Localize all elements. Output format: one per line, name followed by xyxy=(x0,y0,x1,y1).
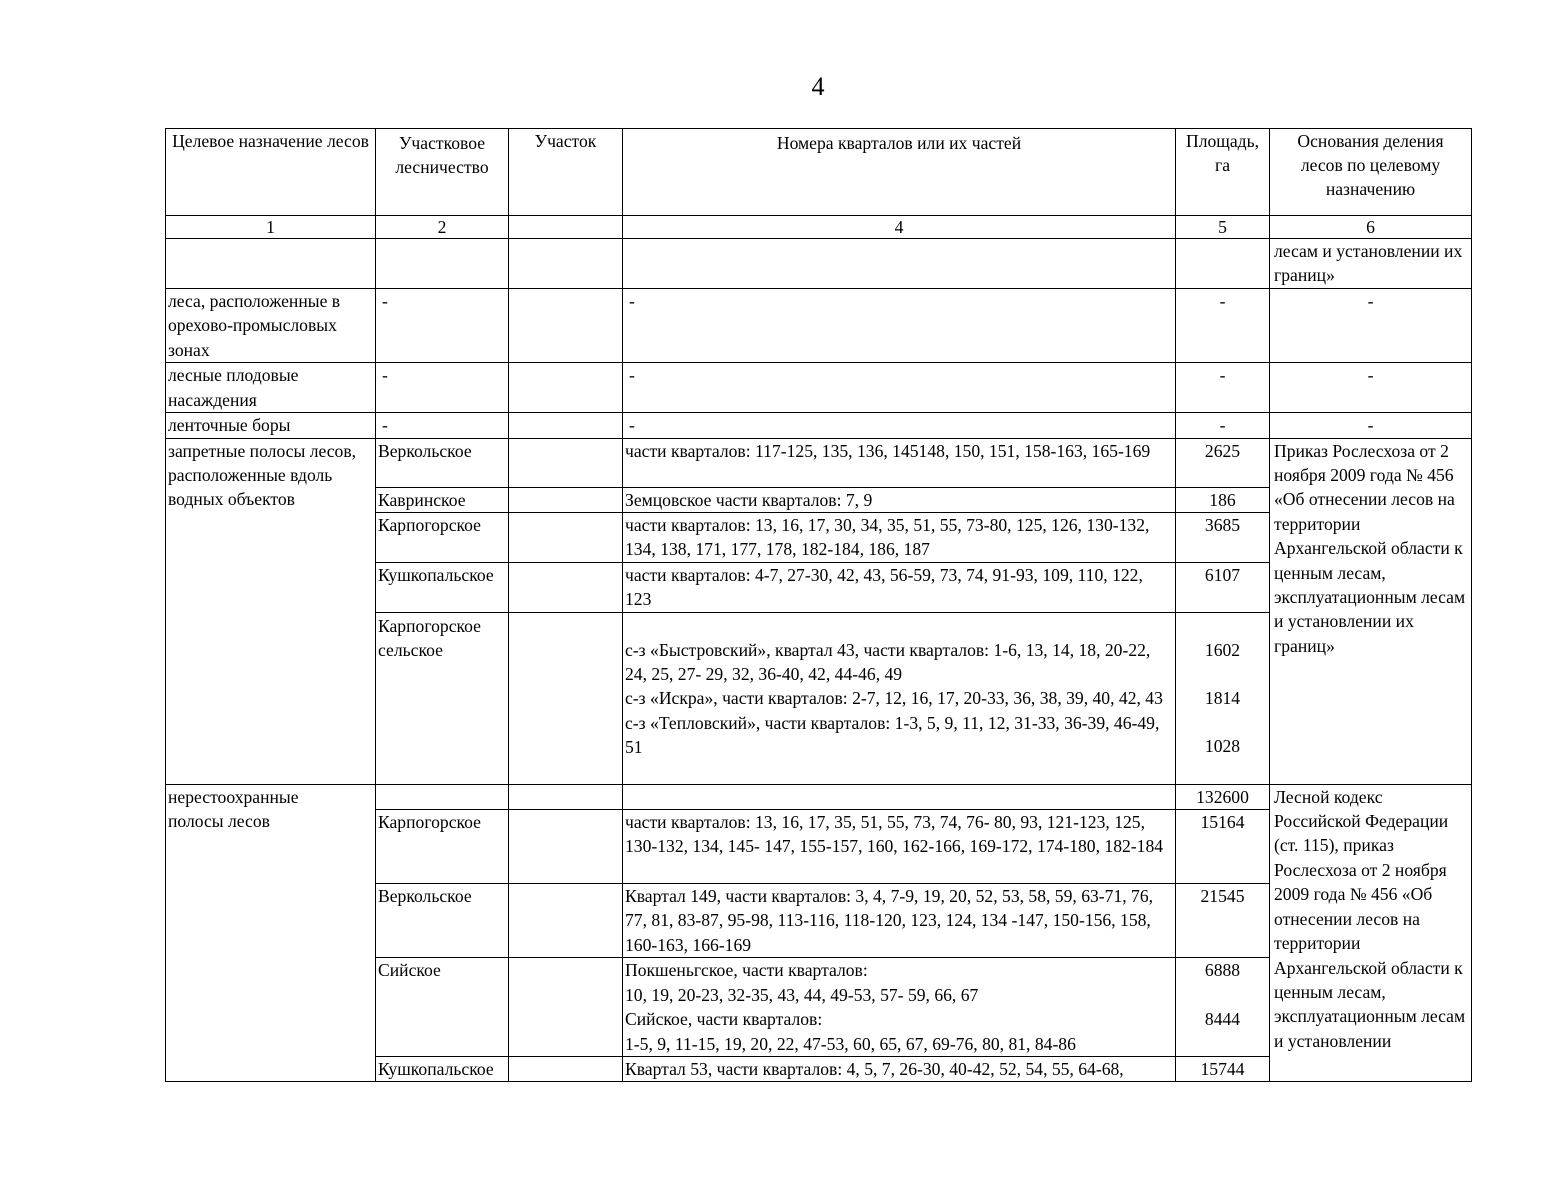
quarters-cell: Квартал 53, части кварталов: 4, 5, 7, 26-30, 40-42, 52, 54, 55, 64-68, xyxy=(623,1056,1176,1081)
header-plot: Участок xyxy=(509,129,623,216)
basis-cell: - xyxy=(1270,363,1472,413)
forestry-cell: Кушкопальское xyxy=(376,1056,509,1081)
area-cell xyxy=(1176,612,1270,784)
header-forestry: Участковое лесничество xyxy=(376,129,509,216)
col-number-3 xyxy=(509,216,623,239)
col-number-2: 2 xyxy=(376,216,509,239)
col-number-1: 1 xyxy=(166,216,376,239)
basis-cell: Лесной кодекс Российской Федерации (ст. 115), приказ Рослесхоза от 2 ноября 2009 года № 456 «Об отнесении лесов на территории Архангельской области к ценным лесам, эксплуатационным лесам и установлении xyxy=(1270,784,1472,1082)
col-number-6: 6 xyxy=(1270,216,1472,239)
forestry-cell: - xyxy=(376,363,509,413)
table-row-nut-zones xyxy=(166,289,1472,363)
forestry-cell: - xyxy=(376,413,509,438)
area-cell: - xyxy=(1176,413,1270,438)
quarters-cell: части кварталов: 4-7, 27-30, 42, 43, 56-59, 73, 74, 91-93, 109, 110, 122, 123 xyxy=(623,562,1176,612)
quarters-cell: - xyxy=(623,363,1176,413)
purpose-cell: запретные полосы лесов, расположенные вдоль водных объектов xyxy=(166,438,376,784)
forestry-cell: Карпогорское сельское xyxy=(376,612,509,784)
quarters-cell: части кварталов: 117-125, 135, 136, 145148, 150, 151, 158-163, 165-169 xyxy=(623,438,1176,487)
page-number: 4 xyxy=(811,72,825,101)
forestry-cell: Веркольское xyxy=(376,438,509,487)
basis-cell: Приказ Рослесхоза от 2 ноября 2009 года № 456 «Об отнесении лесов на территории Архангельской области к ценным лесам, эксплуатационным лесам и установлении их границ» xyxy=(1270,438,1472,784)
forestry-cell: Сийское xyxy=(376,958,509,1057)
area-cell: 186 xyxy=(1176,487,1270,512)
quarters-line: Сийское, части кварталов: xyxy=(625,1009,823,1030)
table-header-row xyxy=(166,129,1472,216)
column-number-row xyxy=(166,216,1472,239)
quarters-cell: части кварталов: 13, 16, 17, 35, 51, 55, 73, 74, 76- 80, 93, 121-123, 125, 130-132, 134, 145- 147, 155-157, 160, 162-166, 169-172, 174-180, 182-184 xyxy=(623,810,1176,884)
quarters-cell: - xyxy=(623,413,1176,438)
area-cell: 3685 xyxy=(1176,513,1270,563)
table-row-ribbon xyxy=(166,413,1472,438)
area-value: 8444 xyxy=(1204,1008,1241,1029)
area-cell: - xyxy=(1176,289,1270,363)
area-cell xyxy=(1176,958,1270,1057)
header-basis: Основания деления лесов по целевому назначению xyxy=(1270,129,1472,216)
quarters-cell: Земцовское части кварталов: 7, 9 xyxy=(623,487,1176,512)
forest-purpose-table xyxy=(165,128,1472,1082)
quarters-cell: Квартал 149, части кварталов: 3, 4, 7-9, 19, 20, 52, 53, 58, 59, 63-71, 76, 77, 81, 83-87, 95-98, 113-116, 118-120, 123, 124, 134 -147, 150-156, 158, 160-163, 166-169 xyxy=(623,884,1176,958)
basis-cell: - xyxy=(1270,413,1472,438)
area-cell: 15744 xyxy=(1176,1056,1270,1081)
quarters-line: 10, 19, 20-23, 32-35, 43, 44, 49-53, 57- 59, 66, 67 xyxy=(625,984,979,1005)
purpose-cell: лесные плодовые насаждения xyxy=(166,363,376,413)
purpose-cell: леса, расположенные в орехово-промысловых зонах xyxy=(166,289,376,363)
header-purpose: Целевое назначение лесов xyxy=(166,129,376,216)
area-value: 1602 xyxy=(1204,639,1241,660)
area-value: 1814 xyxy=(1204,688,1241,709)
quarters-line: с-з «Быстровский», квартал 43, части кварталов: 1-6, 13, 14, 18, 20-22, 24, 25, 27- 29, 32, 36-40, 42, 44-46, 49 xyxy=(625,639,1151,685)
quarters-line: с-з «Искра», части кварталов: 2-7, 12, 16, 17, 20-33, 36, 38, 39, 40, 42, 43 xyxy=(625,688,1163,709)
area-cell: 2625 xyxy=(1176,438,1270,487)
quarters-cell: - xyxy=(623,289,1176,363)
quarters-line: Покшеньгское, части кварталов: xyxy=(625,960,868,981)
area-cell: 15164 xyxy=(1176,810,1270,884)
area-cell: 6107 xyxy=(1176,562,1270,612)
forestry-cell: Кавринское xyxy=(376,487,509,512)
quarters-line: 1-5, 9, 11-15, 19, 20, 22, 47-53, 60, 65, 67, 69-76, 80, 81, 84-86 xyxy=(625,1033,1076,1054)
basis-cell: - xyxy=(1270,289,1472,363)
area-cell: - xyxy=(1176,363,1270,413)
col-number-4: 4 xyxy=(623,216,1176,239)
header-area: Площадь, га xyxy=(1176,129,1270,216)
quarters-cell xyxy=(623,958,1176,1057)
quarters-cell xyxy=(623,612,1176,784)
table-row-fruit xyxy=(166,363,1472,413)
table-row xyxy=(166,438,1472,487)
header-quarters: Номера кварталов или их частей xyxy=(623,129,1176,216)
table-row-continuation xyxy=(166,239,1472,289)
forestry-cell: Кушкопальское xyxy=(376,562,509,612)
forestry-cell: Карпогорское xyxy=(376,513,509,563)
area-value: 1028 xyxy=(1204,736,1241,757)
forestry-cell: - xyxy=(376,289,509,363)
forestry-cell: Веркольское xyxy=(376,884,509,958)
area-cell: 21545 xyxy=(1176,884,1270,958)
basis-cell: лесам и установлении их границ» xyxy=(1270,239,1472,289)
area-total-cell: 132600 xyxy=(1176,784,1270,809)
purpose-cell: нерестоохранные полосы лесов xyxy=(166,784,376,1082)
purpose-cell: ленточные боры xyxy=(166,413,376,438)
quarters-line: с-з «Тепловский», части кварталов: 1-3, 5, 9, 11, 12, 31-33, 36-39, 46-49, 51 xyxy=(625,712,1160,758)
area-value: 6888 xyxy=(1204,960,1241,981)
table-row xyxy=(166,784,1472,809)
forestry-cell: Карпогорское xyxy=(376,810,509,884)
quarters-cell: части кварталов: 13, 16, 17, 30, 34, 35, 51, 55, 73-80, 125, 126, 130-132, 134, 138, 171, 177, 178, 182-184, 186, 187 xyxy=(623,513,1176,563)
col-number-5: 5 xyxy=(1176,216,1270,239)
